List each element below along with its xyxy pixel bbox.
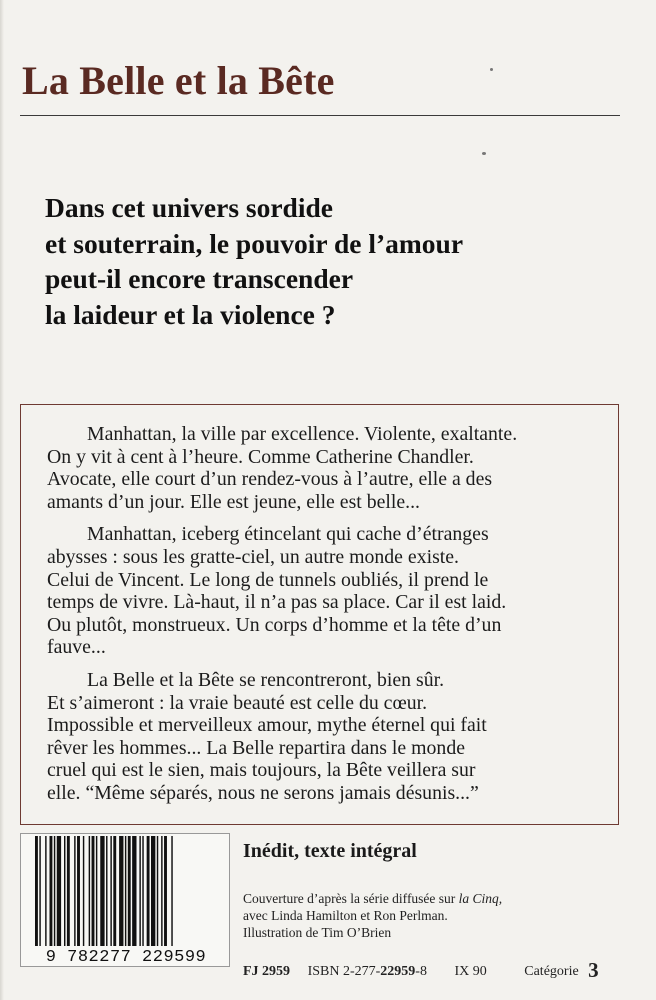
barcode-digits: 9 782277 229599 [45,948,207,967]
synopsis-line: abysses : sous les gratte-ciel, un autre monde existe. [47,545,459,568]
cover-edge-shadow [0,0,4,1000]
barcode-bar [147,836,150,946]
tagline-line: Dans cet univers sordide [45,192,333,223]
barcode-bar [54,836,55,946]
synopsis-box [20,404,619,825]
synopsis-paragraph-1 [47,423,604,513]
barcode-bar [106,836,107,946]
credits [243,890,502,941]
synopsis-line: Manhattan, la ville par excellence. Violente, exaltante. [87,423,518,445]
catalog-code: FJ 2959 [243,964,291,979]
synopsis-line: Celui de Vincent. Le long de tunnels oubliés, il prend le [47,568,489,591]
title-divider [20,115,620,116]
barcode-bars [35,836,217,946]
synopsis-line: amants d’un jour. Elle est jeune, elle est belle... [47,490,420,513]
isbn-bold: 22959 [380,964,416,979]
barcode-bar [77,836,80,946]
synopsis-paragraph-2 [47,523,604,659]
credits-line-1 [243,890,502,907]
barcode-bar [125,836,126,946]
synopsis-line: elle. “Même séparés, nous ne serons jamais désunis...” [47,781,479,804]
category-label: Catégorie [524,964,579,979]
barcode-bar [157,836,158,946]
edition-note: Inédit, texte intégral [243,840,417,862]
barcode-bar [83,836,84,946]
barcode-bar [96,836,97,946]
barcode-bar [89,836,90,946]
barcode-bar [64,836,65,946]
synopsis-line: Manhattan, iceberg étincelant qui cache d’étranges [87,523,489,546]
barcode-bar [50,836,53,946]
barcode-bar [35,836,38,946]
barcode-bar [132,836,136,946]
tagline [45,190,605,332]
tagline-line: la laideur et la violence ? [45,298,336,330]
synopsis-line: Impossible et merveilleux amour, mythe éternel qui fait [47,714,487,737]
barcode-bar [142,836,143,946]
barcode-bar [67,836,70,946]
book-title: La Belle et la Bête [22,58,335,103]
isbn [308,964,427,980]
synopsis-line: On y vit à cent à l’heure. Comme Catherine Chandler. [47,445,474,468]
synopsis-paragraph-3 [47,669,604,805]
catalog-footer [243,958,623,983]
credits-line-3: Illustration de Tim O’Brien [243,925,392,940]
channel-name: la Cinq, [458,891,503,906]
barcode-bar [151,836,155,946]
barcode-bar [74,836,75,946]
barcode-bar [139,836,140,946]
barcode-bar [119,836,123,946]
synopsis-line: La Belle et la Bête se rencontreront, bien sûr. [87,668,445,691]
synopsis-line: cruel qui est le sien, mais toujours, la Bête veillera sur [47,759,476,782]
price-code: IX 90 [454,964,487,979]
barcode-bar [92,836,95,946]
barcode-bar [128,836,131,946]
isbn-prefix: ISBN 2-277- [307,964,381,979]
tagline-line: peut-il encore transcender [45,263,354,294]
barcode-bar [164,836,167,946]
synopsis-line: rêver les hommes... La Belle repartira dans le monde [47,736,465,759]
barcode-bar [171,836,172,946]
barcode-bar [39,836,40,946]
tagline-line: et souterrain, le pouvoir de l’amour [45,227,464,259]
barcode-bar [57,836,61,946]
synopsis-line: fauve... [47,636,106,659]
category-number: 3 [588,958,599,982]
synopsis-line: temps de vivre. Là-haut, il n’a pas sa place. Car il est laid. [47,591,507,614]
synopsis-line: Avocate, elle court d’un rendez-vous à l’autre, elle a des [47,468,493,491]
barcode-bar [113,836,116,946]
isbn-suffix: -8 [415,964,427,979]
barcode-bar [100,836,104,946]
barcode-bar [45,836,46,946]
barcode-bar [110,836,111,946]
synopsis-line: Ou plutôt, monstrueux. Un corps d’homme et la tête d’un [47,613,502,636]
barcode-bar [161,836,162,946]
credits-prefix: Couverture d’après la série diffusée sur [243,891,459,906]
print-speck [490,68,493,71]
barcode [20,833,230,967]
synopsis-line: Et s’aimeront : la vraie beauté est celle du cœur. [47,691,428,714]
print-speck [482,152,486,155]
credits-line-2: avec Linda Hamilton et Ron Perlman. [243,908,448,923]
